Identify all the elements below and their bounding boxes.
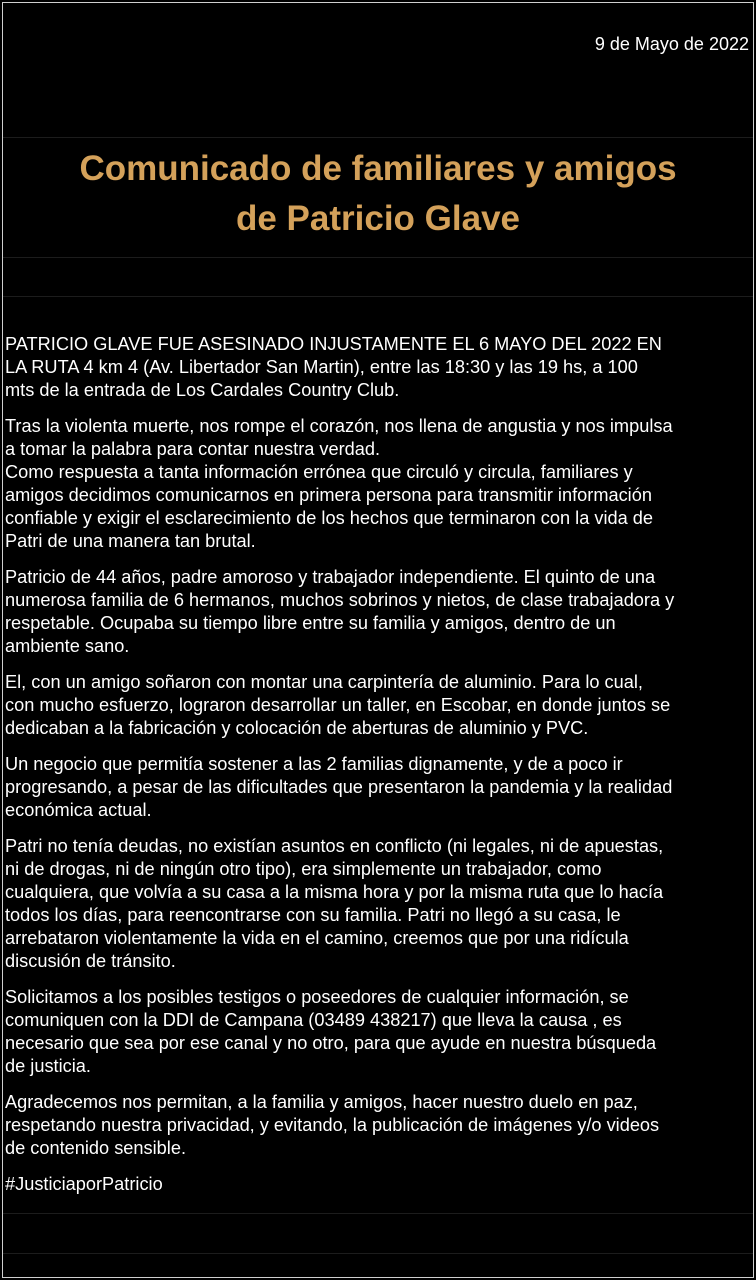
paragraph: Patricio de 44 años, padre amoroso y trabajador independiente. El quinto de una numerosa familia de 6 hermanos, muchos sobrinos y nietos, de clase trabajadora y respetable. Ocupaba su tiempo libre entre su familia y amigos, dentro de un ambiente sano. — [5, 567, 675, 656]
paragraph: Un negocio que permitía sostener a las 2 familias dignamente, y de a poco ir progresando, a pesar de las dificultades que presentaron la pandemia y la realidad económica actual. — [5, 754, 673, 820]
document-frame — [2, 2, 754, 1278]
divider — [3, 1253, 753, 1254]
hashtag: #JusticiaporPatricio — [5, 1174, 163, 1194]
paragraph: Patri no tenía deudas, no existían asuntos en conflicto (ni legales, ni de apuestas, ni de drogas, ni de ningún otro tipo), era simplemente un trabajador, como cualquiera, que volvía a su casa a la misma hora y por la misma ruta que lo hacía todos los días, para reencontrarse con su familia. Patri no llegó a su casa, le arrebataron violentamente la vida en el camino, creemos que por una ridícula discusión de tránsito. — [5, 836, 664, 971]
title-line-2: de Patricio Glave — [235, 199, 521, 238]
divider — [3, 1213, 753, 1214]
paragraph: Tras la violenta muerte, nos rompe el corazón, nos llena de angustia y nos impulsa a tomar la palabra para contar nuestra verdad. Como respuesta a tanta información errónea que circuló y circula, familiares y amigos decidimos comunicarnos en primera persona para transmitir información confiable y exigir el esclarecimiento de los hechos que terminaron con la vida de Patri de una manera tan brutal. — [5, 416, 673, 551]
divider — [3, 296, 753, 297]
paragraph: El, con un amigo soñaron con montar una carpintería de aluminio. Para lo cual, con mucho esfuerzo, lograron desarrollar un taller, en Escobar, en donde juntos se dedicaban a la fabricación y colocación de aberturas de aluminio y PVC. — [5, 672, 671, 738]
paragraph: Solicitamos a los posibles testigos o poseedores de cualquier información, se comuniquen con la DDI de Campana (03489 438217) que lleva la causa , es necesario que sea por ese canal y no otro, para que ayude en nuestra búsqueda de justicia. — [5, 987, 657, 1076]
document-date: 9 de Mayo de 2022 — [594, 34, 749, 54]
paragraph: PATRICIO GLAVE FUE ASESINADO INJUSTAMENTE EL 6 MAYO DEL 2022 EN LA RUTA 4 km 4 (Av. Libertador San Martin), entre las 18:30 y las 19 hs, a 100 mts de la entrada de Los Cardales Country Club. — [5, 334, 662, 400]
divider — [3, 257, 753, 258]
page-title — [3, 144, 753, 244]
paragraph: Agradecemos nos permitan, a la familia y amigos, hacer nuestro duelo en paz, respetando nuestra privacidad, y evitando, la publicación de imágenes y/o videos de contenido sensible. — [5, 1092, 660, 1158]
statement-body — [5, 333, 753, 1209]
divider — [3, 137, 753, 138]
title-line-1: Comunicado de familiares y amigos — [79, 149, 677, 188]
